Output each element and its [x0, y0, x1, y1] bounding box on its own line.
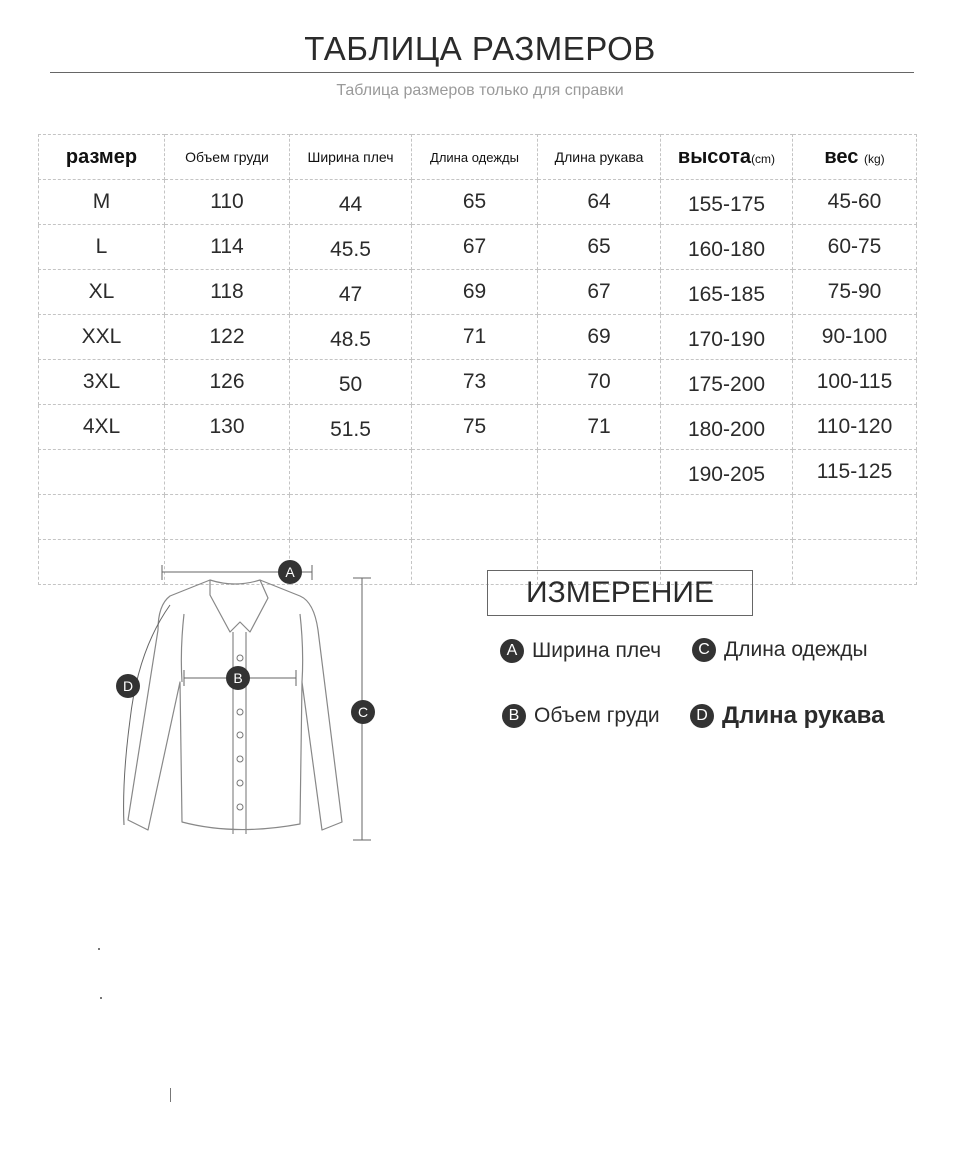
legend-garment-length [692, 638, 868, 662]
table-cell: 175-200 [661, 360, 793, 405]
table-cell: 71 [538, 405, 661, 450]
table-cell: 170-190 [661, 315, 793, 360]
table-row [39, 270, 917, 315]
table-cell [39, 495, 165, 540]
legend-label: Длина рукава [722, 702, 885, 729]
table-cell: XL [39, 270, 165, 315]
table-cell: 65 [538, 225, 661, 270]
table-cell: 114 [165, 225, 290, 270]
table-cell: 126 [165, 360, 290, 405]
table-cell: 100-115 [793, 360, 917, 405]
legend-label: Объем груди [534, 704, 660, 727]
table-cell: 48.5 [290, 315, 412, 360]
table-cell: 110 [165, 180, 290, 225]
table-cell: 122 [165, 315, 290, 360]
page-subtitle: Таблица размеров только для справки [336, 82, 624, 99]
table-row [39, 495, 917, 540]
table-cell: 165-185 [661, 270, 793, 315]
legend-sleeve-length [690, 702, 884, 730]
legend-chest-girth [502, 704, 660, 728]
size-table [38, 134, 917, 585]
table-cell [412, 495, 538, 540]
legend-label: Длина одежды [724, 638, 868, 661]
table-cell: 90-100 [793, 315, 917, 360]
header-height-unit: (cm) [751, 151, 776, 166]
table-cell: 190-205 [661, 450, 793, 495]
page-title: ТАБЛИЦА РАЗМЕРОВ [304, 30, 656, 67]
table-cell [290, 495, 412, 540]
svg-text:B: B [233, 670, 243, 686]
header-sleeve: Длина рукава [538, 135, 661, 180]
table-cell: 75-90 [793, 270, 917, 315]
table-cell: 75 [412, 405, 538, 450]
legend-badge: B [502, 704, 526, 728]
header-shoulder: Ширина плеч [290, 135, 412, 180]
shirt-collar-outline [210, 580, 268, 632]
shirt-diagram [100, 550, 400, 850]
table-cell: 44 [290, 180, 412, 225]
header-size: размер [39, 135, 165, 180]
table-cell: 67 [538, 270, 661, 315]
table-cell: 118 [165, 270, 290, 315]
table-cell: XXL [39, 315, 165, 360]
table-cell [290, 450, 412, 495]
table-cell: 130 [165, 405, 290, 450]
table-cell: 60-75 [793, 225, 917, 270]
legend-shoulder-width [500, 639, 661, 663]
table-row [39, 450, 917, 495]
header-weight [793, 135, 917, 180]
marker-d [116, 674, 140, 698]
table-cell: 115-125 [793, 450, 917, 495]
legend-label: Ширина плеч [532, 639, 662, 662]
table-cell [793, 540, 917, 585]
table-cell: 65 [412, 180, 538, 225]
table-cell [39, 450, 165, 495]
marker-a [278, 560, 302, 584]
svg-text:D: D [122, 678, 134, 694]
table-cell: 155-175 [661, 180, 793, 225]
table-cell: M [39, 180, 165, 225]
table-cell [538, 450, 661, 495]
table-cell: 69 [412, 270, 538, 315]
table-cell: 67 [412, 225, 538, 270]
decorative-tick [170, 1088, 171, 1102]
table-cell: 160-180 [661, 225, 793, 270]
table-row [39, 315, 917, 360]
svg-text:A: A [285, 564, 295, 580]
table-cell: 110-120 [793, 405, 917, 450]
table-cell [661, 495, 793, 540]
table-cell: 4XL [39, 405, 165, 450]
table-cell [793, 495, 917, 540]
table-cell: 3XL [39, 360, 165, 405]
measurement-lines [124, 565, 371, 840]
table-cell: 45-60 [793, 180, 917, 225]
table-cell: 71 [412, 315, 538, 360]
header-length: Длина одежды [412, 135, 538, 180]
title-divider [50, 72, 914, 73]
table-row [39, 360, 917, 405]
marker-c [351, 700, 375, 724]
header-height-label: высота [677, 145, 752, 168]
table-header-row [39, 135, 917, 180]
table-cell: 69 [538, 315, 661, 360]
table-cell [165, 450, 290, 495]
table-cell: 64 [538, 180, 661, 225]
table-row [39, 225, 917, 270]
table-cell [538, 495, 661, 540]
table-cell: 47 [290, 270, 412, 315]
legend-badge: A [500, 639, 524, 663]
header-weight-unit: (kg) [863, 151, 885, 166]
table-cell: 51.5 [290, 405, 412, 450]
table-cell: L [39, 225, 165, 270]
header-chest: Объем груди [165, 135, 290, 180]
table-cell [165, 495, 290, 540]
table-row [39, 180, 917, 225]
table-cell: 73 [412, 360, 538, 405]
table-cell: 45.5 [290, 225, 412, 270]
decorative-dot [98, 948, 100, 950]
shirt-body-outline [128, 580, 342, 830]
header-height [661, 135, 793, 180]
table-row [39, 405, 917, 450]
marker-b [226, 666, 250, 690]
decorative-dot [100, 997, 102, 999]
table-cell: 50 [290, 360, 412, 405]
table-cell [412, 450, 538, 495]
legend-badge: C [692, 638, 716, 662]
table-cell: 70 [538, 360, 661, 405]
svg-text:C: C [357, 704, 369, 720]
legend-badge: D [690, 704, 714, 728]
measurement-title: ИЗМЕРЕНИЕ [487, 570, 753, 616]
table-cell: 180-200 [661, 405, 793, 450]
header-weight-label: вес [824, 145, 859, 168]
